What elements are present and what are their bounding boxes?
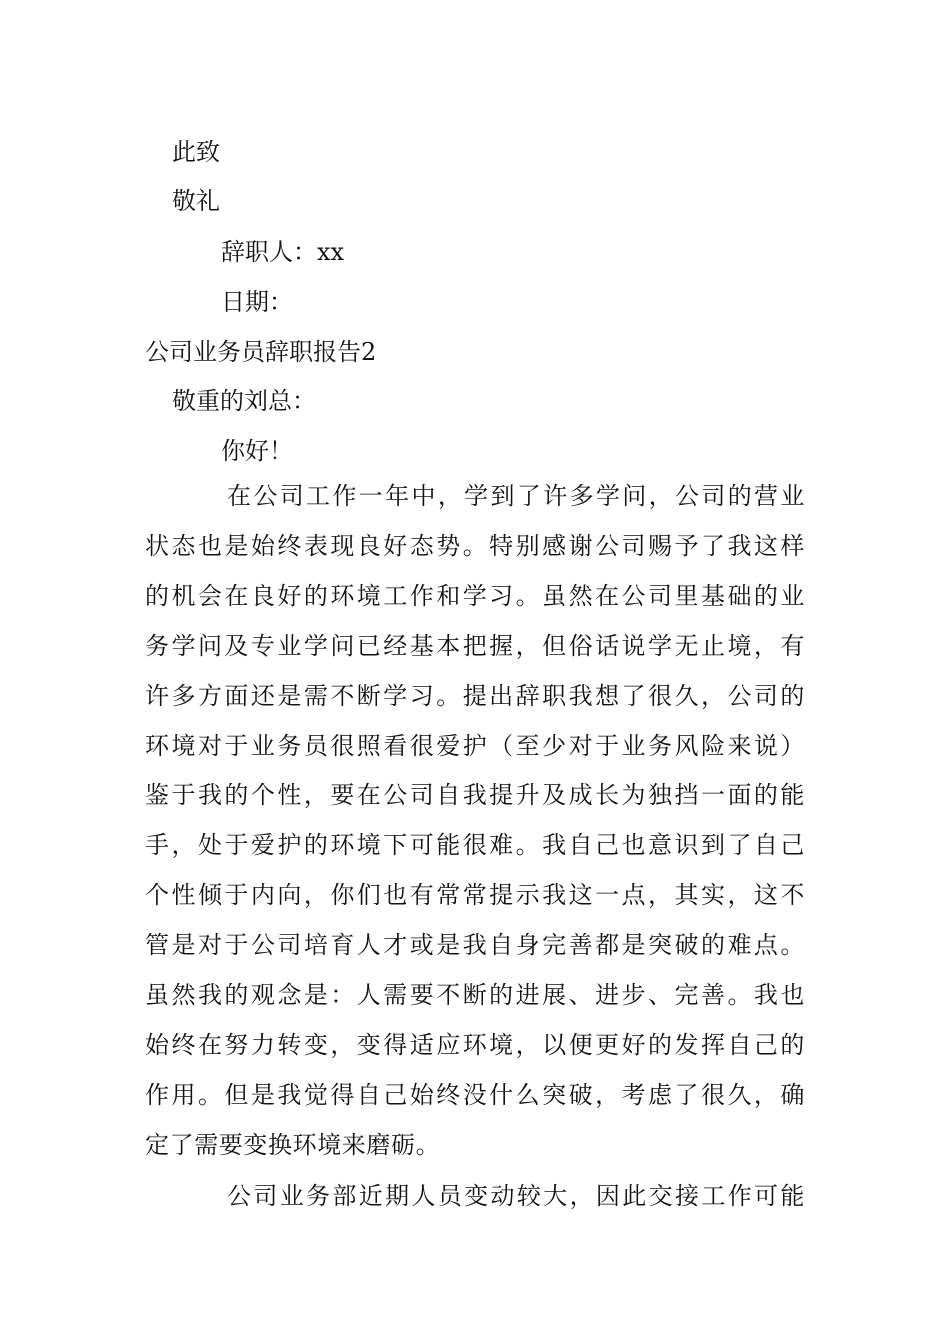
- paragraph-line: 许多方面还是需不断学习。提出辞职我想了很久，公司的: [145, 681, 805, 710]
- date-line: 日期：: [221, 288, 293, 316]
- paragraph-line: 管是对于公司培育人才或是我自身完善都是突破的难点。: [145, 931, 805, 960]
- paragraph-line: 务学问及专业学问已经基本把握，但俗话说学无止境，有: [145, 631, 805, 660]
- closing-salutation-2: 敬礼: [172, 187, 220, 215]
- paragraph-line: 手，处于爱护的环境下可能很难。我自己也意识到了自己: [145, 831, 805, 860]
- addressee: 敬重的刘总：: [172, 387, 316, 415]
- paragraph-line: 作用。但是我觉得自己始终没什么突破，考虑了很久，确: [145, 1080, 805, 1109]
- paragraph-line: 状态也是始终表现良好态势。特别感谢公司赐予了我这样: [145, 531, 805, 560]
- paragraph-line: 环境对于业务员很照看很爱护（至少对于业务风险来说）: [145, 731, 805, 760]
- paragraph-line: 个性倾于内向，你们也有常常提示我这一点，其实，这不: [145, 881, 805, 910]
- closing-salutation-1: 此致: [172, 138, 220, 166]
- paragraph-line: 虽然我的观念是：人需要不断的进展、进步、完善。我也: [145, 981, 805, 1010]
- paragraph-line: 公司业务部近期人员变动较大，因此交接工作可能: [227, 1182, 805, 1210]
- paragraph-line: 鉴于我的个性，要在公司自我提升及成长为独挡一面的能: [145, 781, 805, 810]
- body-paragraph-1: [145, 472, 805, 1171]
- greeting: 你好！: [221, 437, 293, 465]
- paragraph-line: 始终在努力转变，变得适应环境，以便更好的发挥自己的: [145, 1030, 805, 1059]
- body-paragraph-2: [145, 1172, 805, 1222]
- section-title: 公司业务员辞职报告2: [145, 338, 377, 366]
- paragraph-line: 定了需要变换环境来磨砺。: [145, 1130, 441, 1159]
- resigner-line: 辞职人：xx: [221, 238, 345, 266]
- paragraph-line: 在公司工作一年中，学到了许多学问，公司的营业: [227, 482, 805, 510]
- paragraph-line: 的机会在良好的环境工作和学习。虽然在公司里基础的业: [145, 581, 805, 610]
